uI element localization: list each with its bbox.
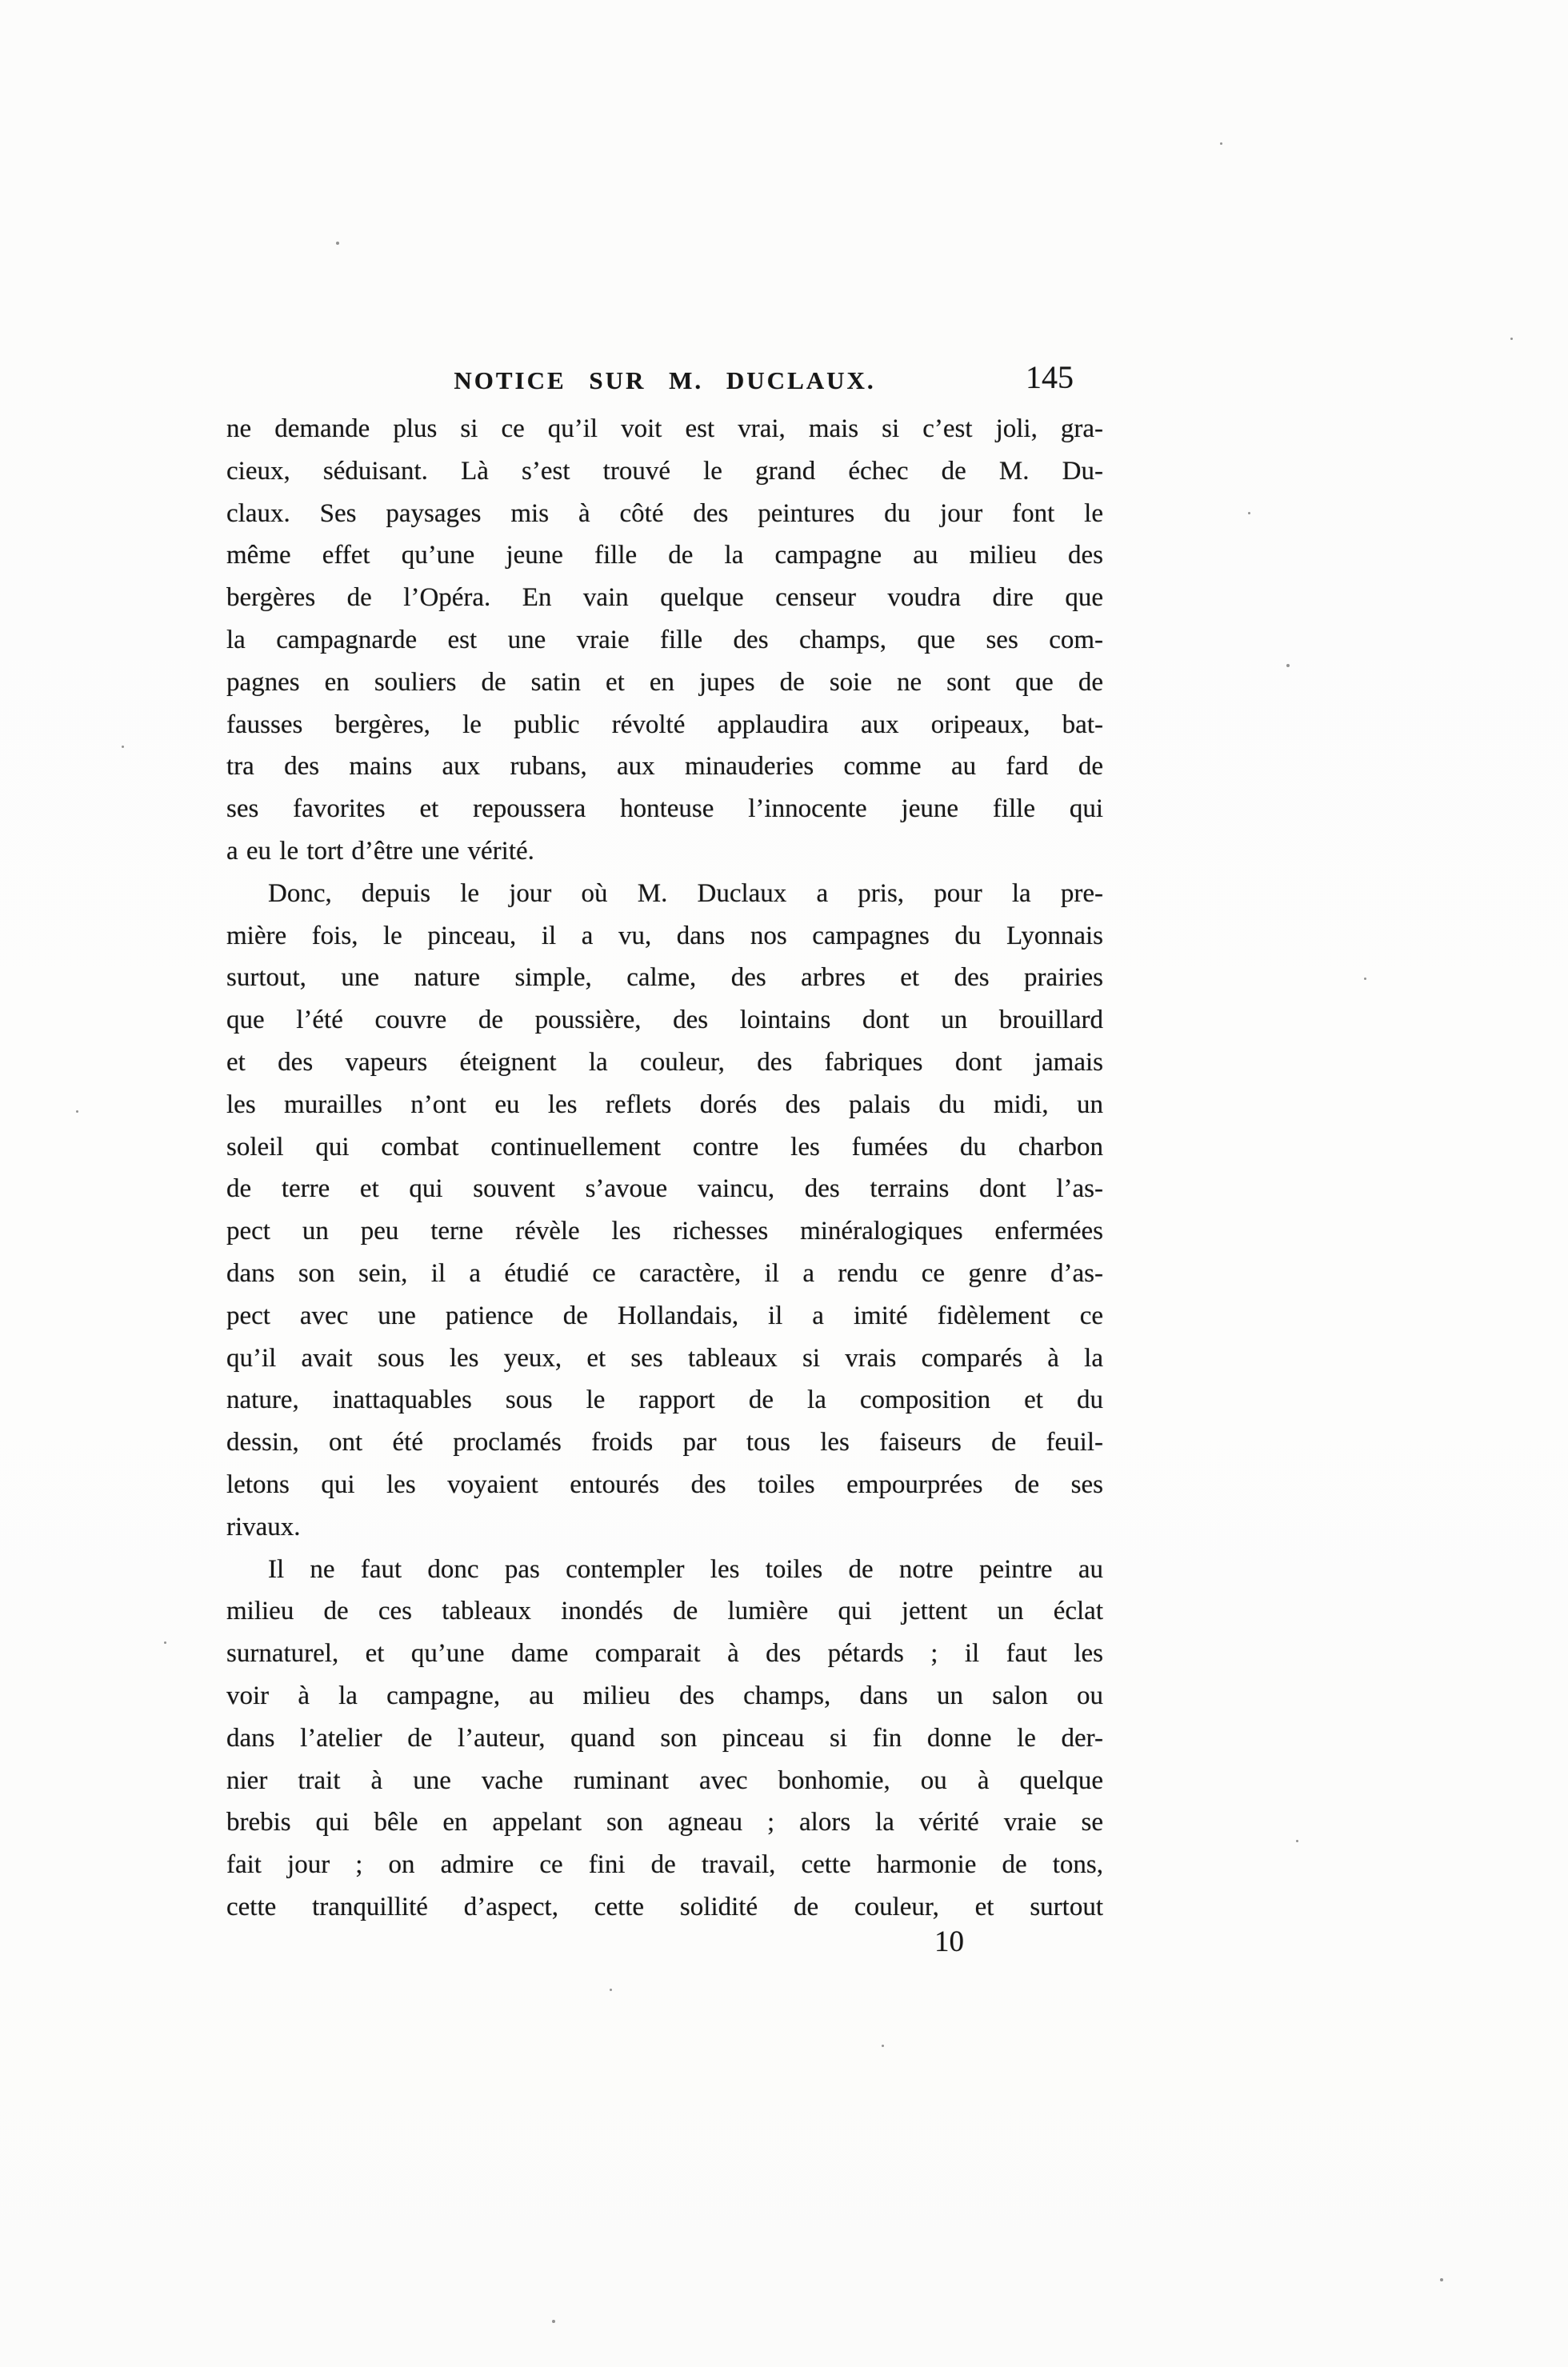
scan-speck bbox=[1248, 512, 1250, 514]
text-line: cieux, séduisant. Là s’est trouvé le grand échec de M. Du- bbox=[226, 456, 1103, 486]
text-line: bergères de l’Opéra. En vain quelque censeur voudra dire que bbox=[226, 583, 1103, 613]
scan-speck bbox=[76, 1110, 78, 1113]
scan-speck bbox=[164, 1641, 166, 1644]
text-line: mière fois, le pinceau, il a vu, dans nos campagnes du Lyonnais bbox=[226, 921, 1103, 950]
text-line: dessin, ont été proclamés froids par tous les faiseurs de feuil- bbox=[226, 1428, 1103, 1457]
scan-speck bbox=[122, 746, 124, 748]
text-line: les murailles n’ont eu les reflets dorés des palais du midi, un bbox=[226, 1090, 1103, 1119]
text-line-paragraph-end: a eu le tort d’être une vérité. bbox=[226, 836, 534, 866]
text-line: surtout, une nature simple, calme, des arbres et des prairies bbox=[226, 963, 1103, 993]
text-line: dans l’atelier de l’auteur, quand son pinceau si fin donne le der- bbox=[226, 1723, 1103, 1753]
text-line: letons qui les voyaient entourés des toiles empourprées de ses bbox=[226, 1469, 1103, 1499]
text-line: pect un peu terne révèle les richesses minéralogiques enfermées bbox=[226, 1217, 1103, 1246]
text-line: milieu de ces tableaux inondés de lumière qui jettent un éclat bbox=[226, 1597, 1103, 1626]
text-line: même effet qu’une jeune fille de la campagne au milieu des bbox=[226, 541, 1103, 570]
text-line: voir à la campagne, au milieu des champs, dans un salon ou bbox=[226, 1681, 1103, 1710]
text-line: ne demande plus si ce qu’il voit est vrai, mais si c’est joli, gra- bbox=[226, 414, 1103, 443]
text-line: claux. Ses paysages mis à côté des peintures du jour font le bbox=[226, 498, 1103, 528]
text-line: fausses bergères, le public révolté applaudira aux oripeaux, bat- bbox=[226, 710, 1103, 739]
text-line-paragraph-start: Donc, depuis le jour où M. Duclaux a pris, pour la pre- bbox=[268, 878, 1103, 908]
text-line: fait jour ; on admire ce fini de travail, cette harmonie de tons, bbox=[226, 1850, 1103, 1880]
scan-speck bbox=[336, 242, 339, 245]
text-line: tra des mains aux rubans, aux minauderies comme au fard de bbox=[226, 752, 1103, 782]
page-number: 145 bbox=[1026, 359, 1074, 395]
text-line: nier trait à une vache ruminant avec bonhomie, ou à quelque bbox=[226, 1765, 1103, 1795]
text-line: nature, inattaquables sous le rapport de la composition et du bbox=[226, 1385, 1103, 1415]
text-line: dans son sein, il a étudié ce caractère, il a rendu ce genre d’as- bbox=[226, 1258, 1103, 1288]
text-line-paragraph-start: Il ne faut donc pas contempler les toiles de notre peintre au bbox=[268, 1554, 1103, 1584]
text-line-paragraph-end: rivaux. bbox=[226, 1512, 301, 1541]
body-text-block bbox=[226, 408, 1103, 1929]
text-line: cette tranquillité d’aspect, cette solidité de couleur, et surtout bbox=[226, 1892, 1103, 1921]
scan-speck bbox=[1296, 1840, 1298, 1842]
text-line: pect avec une patience de Hollandais, il a imité fidèlement ce bbox=[226, 1301, 1103, 1330]
text-line: et des vapeurs éteignent la couleur, des fabriques dont jamais bbox=[226, 1047, 1103, 1077]
scan-speck bbox=[1440, 2278, 1443, 2281]
text-line: que l’été couvre de poussière, des lointains dont un brouillard bbox=[226, 1006, 1103, 1035]
text-line: de terre et qui souvent s’avoue vaincu, des terrains dont l’as- bbox=[226, 1174, 1103, 1204]
signature-number: 10 bbox=[934, 1925, 964, 1958]
text-line: qu’il avait sous les yeux, et ses tableaux si vrais comparés à la bbox=[226, 1343, 1103, 1373]
scan-speck bbox=[610, 1989, 612, 1991]
scan-speck bbox=[882, 2045, 884, 2047]
text-line: pagnes en souliers de satin et en jupes de soie ne sont que de bbox=[226, 667, 1103, 697]
text-line: la campagnarde est une vraie fille des champs, que ses com- bbox=[226, 625, 1103, 654]
scan-speck bbox=[552, 2320, 555, 2323]
text-line: soleil qui combat continuellement contre les fumées du charbon bbox=[226, 1132, 1103, 1162]
scan-speck bbox=[1364, 978, 1366, 980]
text-line: brebis qui bêle en appelant son agneau ; alors la vérité vraie se bbox=[226, 1808, 1103, 1837]
scan-speck bbox=[1220, 142, 1222, 145]
scan-speck bbox=[1510, 338, 1513, 340]
text-line: surnaturel, et qu’une dame comparait à des pétards ; il faut les bbox=[226, 1639, 1103, 1669]
text-line: ses favorites et repoussera honteuse l’innocente jeune fille qui bbox=[226, 794, 1103, 824]
running-header-title: NOTICE SUR M. DUCLAUX. bbox=[454, 366, 876, 394]
scan-speck bbox=[1286, 664, 1290, 667]
